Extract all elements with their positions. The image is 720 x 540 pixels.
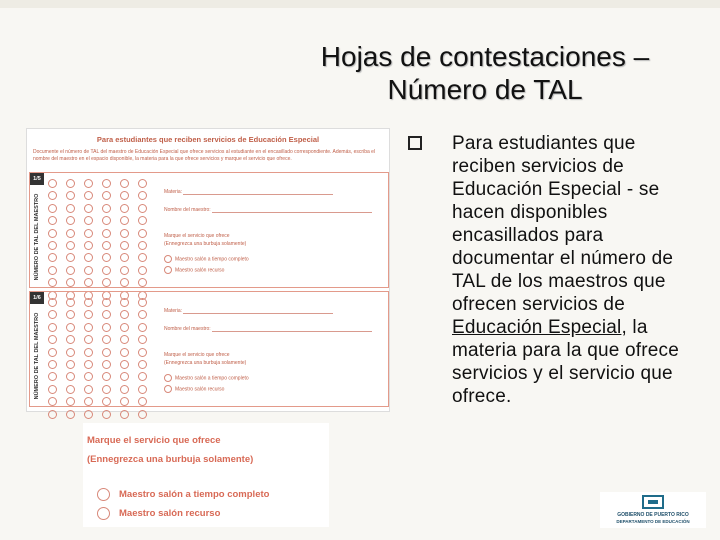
underlined-term: Educación Especial	[452, 317, 622, 338]
bubble-icon	[102, 397, 111, 406]
bubble-icon	[48, 385, 57, 394]
bubble-icon	[84, 253, 93, 262]
bubble-icon	[84, 191, 93, 200]
bubble-column	[138, 298, 148, 422]
bubble-icon	[66, 298, 75, 307]
bubble-icon	[120, 179, 129, 188]
bubble-icon	[84, 397, 93, 406]
bubble-icon	[84, 360, 93, 369]
bubble-icon	[164, 266, 172, 274]
bubble-icon	[102, 372, 111, 381]
bubble-icon	[102, 241, 111, 250]
bubble-icon	[97, 488, 110, 501]
bubble-column	[138, 179, 148, 303]
bubble-icon	[120, 266, 129, 275]
tal-panel	[29, 172, 389, 288]
bubble-icon	[138, 253, 147, 262]
bubble-column	[84, 298, 94, 422]
option-resource: Maestro salón recurso	[164, 266, 224, 274]
slide-title	[250, 40, 720, 106]
bubble-icon	[102, 310, 111, 319]
detail-label: Marque el servicio que ofrece	[87, 435, 221, 446]
bubble-icon	[138, 204, 147, 213]
bubble-icon	[48, 278, 57, 287]
bubble-icon	[120, 298, 129, 307]
bullet-text: Para estudiantes que reciben servicios de Educación Especial - se hacen disponibles encasillados para documentar el número de TAL de los maestros que ofrecen servicios de Educación Especial, la materia para la que ofrece servicios y el servicio que ofrece.	[452, 133, 679, 407]
bubble-icon	[120, 310, 129, 319]
top-band	[0, 0, 720, 8]
option-resource: Maestro salón recurso	[164, 385, 224, 393]
bubble-icon	[66, 410, 75, 419]
bubble-icon	[48, 204, 57, 213]
bubble-icon	[102, 323, 111, 332]
logo-line-2: DEPARTAMENTO DE EDUCACIÓN	[616, 519, 690, 524]
detail-option-resource: Maestro salón recurso	[97, 507, 220, 520]
bubble-icon	[66, 372, 75, 381]
bubble-icon	[120, 372, 129, 381]
bubble-icon	[138, 266, 147, 275]
bubble-icon	[120, 410, 129, 419]
bubble-icon	[102, 204, 111, 213]
bubble-icon	[66, 266, 75, 275]
bubble-icon	[48, 323, 57, 332]
option-full-time: Maestro salón a tiempo completo	[164, 374, 249, 382]
bubble-icon	[66, 216, 75, 225]
servicio-label: Marque el servicio que ofrece	[164, 352, 230, 358]
bubble-icon	[84, 323, 93, 332]
bubble-icon	[138, 310, 147, 319]
bubble-icon	[48, 335, 57, 344]
bubble-icon	[48, 191, 57, 200]
panel-id: 1/6	[30, 292, 44, 304]
side-label: NÚMERO DE TAL DEL MAESTRO	[34, 193, 40, 281]
bubble-icon	[66, 397, 75, 406]
bubble-icon	[84, 385, 93, 394]
bubble-icon	[48, 360, 57, 369]
bubble-icon	[138, 241, 147, 250]
bubble-icon	[84, 372, 93, 381]
servicio-hint: (Ennegrezca una burbuja solamente)	[164, 241, 247, 247]
bubble-column	[120, 179, 130, 303]
form-title: Para estudiantes que reciben servicios de Educación Especial	[96, 135, 320, 144]
tal-bubble-grid	[48, 298, 158, 402]
bubble-icon	[102, 216, 111, 225]
bubble-icon	[84, 229, 93, 238]
bubble-icon	[120, 278, 129, 287]
bubble-icon	[138, 216, 147, 225]
department-logo	[600, 492, 706, 528]
bubble-icon	[66, 253, 75, 262]
bubble-icon	[102, 266, 111, 275]
materia-field: Materia:	[164, 308, 333, 314]
bubble-icon	[48, 241, 57, 250]
service-selection-detail	[83, 423, 329, 527]
bubble-icon	[120, 385, 129, 394]
bubble-icon	[102, 278, 111, 287]
bubble-icon	[48, 397, 57, 406]
bubble-icon	[138, 410, 147, 419]
bubble-icon	[164, 385, 172, 393]
bubble-icon	[120, 323, 129, 332]
bubble-column	[102, 298, 112, 422]
bubble-icon	[84, 335, 93, 344]
bubble-icon	[164, 374, 172, 382]
bubble-icon	[102, 191, 111, 200]
nombre-field: Nombre del maestro:	[164, 326, 372, 332]
bubble-icon	[66, 360, 75, 369]
bubble-icon	[66, 179, 75, 188]
bubble-icon	[120, 216, 129, 225]
bubble-icon	[138, 397, 147, 406]
option-full-time: Maestro salón a tiempo completo	[164, 255, 249, 263]
bubble-icon	[120, 229, 129, 238]
bubble-icon	[84, 266, 93, 275]
form-instructions: Documente el número de TAL del maestro de Educación Especial que ofrece servicios al estudiante en el encasillado correspondiente. Además, escriba el nombre del maestro en el espacio disponible, la materia para la que ofrece servicios y marque el servicio que ofrece.	[33, 149, 376, 162]
bubble-icon	[48, 310, 57, 319]
bubble-icon	[102, 179, 111, 188]
bubble-icon	[120, 241, 129, 250]
bubble-icon	[66, 323, 75, 332]
bubble-icon	[138, 372, 147, 381]
bubble-icon	[66, 241, 75, 250]
bubble-icon	[66, 278, 75, 287]
bubble-icon	[120, 204, 129, 213]
title-line-2: Número de TAL	[387, 74, 583, 105]
bubble-icon	[66, 335, 75, 344]
bubble-icon	[48, 216, 57, 225]
bubble-icon	[138, 229, 147, 238]
bubble-icon	[120, 348, 129, 357]
bubble-icon	[120, 335, 129, 344]
bubble-icon	[102, 348, 111, 357]
bubble-column	[84, 179, 94, 303]
bubble-icon	[102, 298, 111, 307]
bubble-icon	[84, 216, 93, 225]
bubble-icon	[97, 507, 110, 520]
bubble-column	[102, 179, 112, 303]
bubble-icon	[48, 298, 57, 307]
bubble-column	[120, 298, 130, 422]
bubble-column	[66, 298, 76, 422]
bubble-icon	[66, 204, 75, 213]
bubble-icon	[84, 348, 93, 357]
bubble-icon	[48, 179, 57, 188]
bubble-icon	[138, 278, 147, 287]
bubble-icon	[66, 229, 75, 238]
bubble-icon	[84, 241, 93, 250]
tal-panel	[29, 291, 389, 407]
servicio-hint: (Ennegrezca una burbuja solamente)	[164, 360, 247, 366]
bubble-icon	[48, 253, 57, 262]
bubble-icon	[84, 179, 93, 188]
bubble-icon	[120, 191, 129, 200]
bubble-icon	[102, 335, 111, 344]
bubble-icon	[138, 335, 147, 344]
answer-sheet-image	[26, 128, 390, 412]
bubble-icon	[164, 255, 172, 263]
bubble-icon	[120, 360, 129, 369]
bubble-column	[48, 179, 58, 303]
bubble-icon	[138, 298, 147, 307]
bubble-icon	[66, 385, 75, 394]
bubble-icon	[102, 360, 111, 369]
tal-bubble-grid	[48, 179, 158, 283]
bubble-icon	[138, 385, 147, 394]
bubble-icon	[138, 191, 147, 200]
bubble-icon	[120, 397, 129, 406]
bubble-icon	[102, 410, 111, 419]
detail-option-full-time: Maestro salón a tiempo completo	[97, 488, 269, 501]
bubble-icon	[138, 360, 147, 369]
detail-hint: (Ennegrezca una burbuja solamente)	[87, 454, 254, 465]
bubble-icon	[66, 348, 75, 357]
nombre-field: Nombre del maestro:	[164, 207, 372, 213]
bubble-icon	[84, 278, 93, 287]
bubble-icon	[48, 348, 57, 357]
bubble-icon	[48, 229, 57, 238]
bubble-icon	[84, 298, 93, 307]
materia-field: Materia:	[164, 189, 333, 195]
bubble-icon	[102, 385, 111, 394]
logo-line-1: GOBIERNO DE PUERTO RICO	[617, 512, 689, 518]
bubble-column	[66, 179, 76, 303]
bubble-icon	[66, 191, 75, 200]
bubble-icon	[102, 253, 111, 262]
bubble-icon	[138, 323, 147, 332]
bubble-icon	[48, 372, 57, 381]
bubble-icon	[84, 310, 93, 319]
bubble-icon	[66, 310, 75, 319]
bubble-icon	[138, 179, 147, 188]
bubble-icon	[102, 229, 111, 238]
bubble-icon	[48, 266, 57, 275]
bubble-icon	[138, 348, 147, 357]
bubble-icon	[84, 410, 93, 419]
logo-mark-icon	[642, 495, 664, 509]
side-label: NÚMERO DE TAL DEL MAESTRO	[34, 312, 40, 400]
title-line-1: Hojas de contestaciones –	[320, 41, 650, 72]
bubble-column	[48, 298, 58, 422]
bubble-icon	[120, 253, 129, 262]
bubble-icon	[84, 204, 93, 213]
bubble-icon	[48, 410, 57, 419]
servicio-label: Marque el servicio que ofrece	[164, 233, 230, 239]
checkbox-bullet-icon	[408, 136, 422, 150]
panel-id: 1/5	[30, 173, 44, 185]
